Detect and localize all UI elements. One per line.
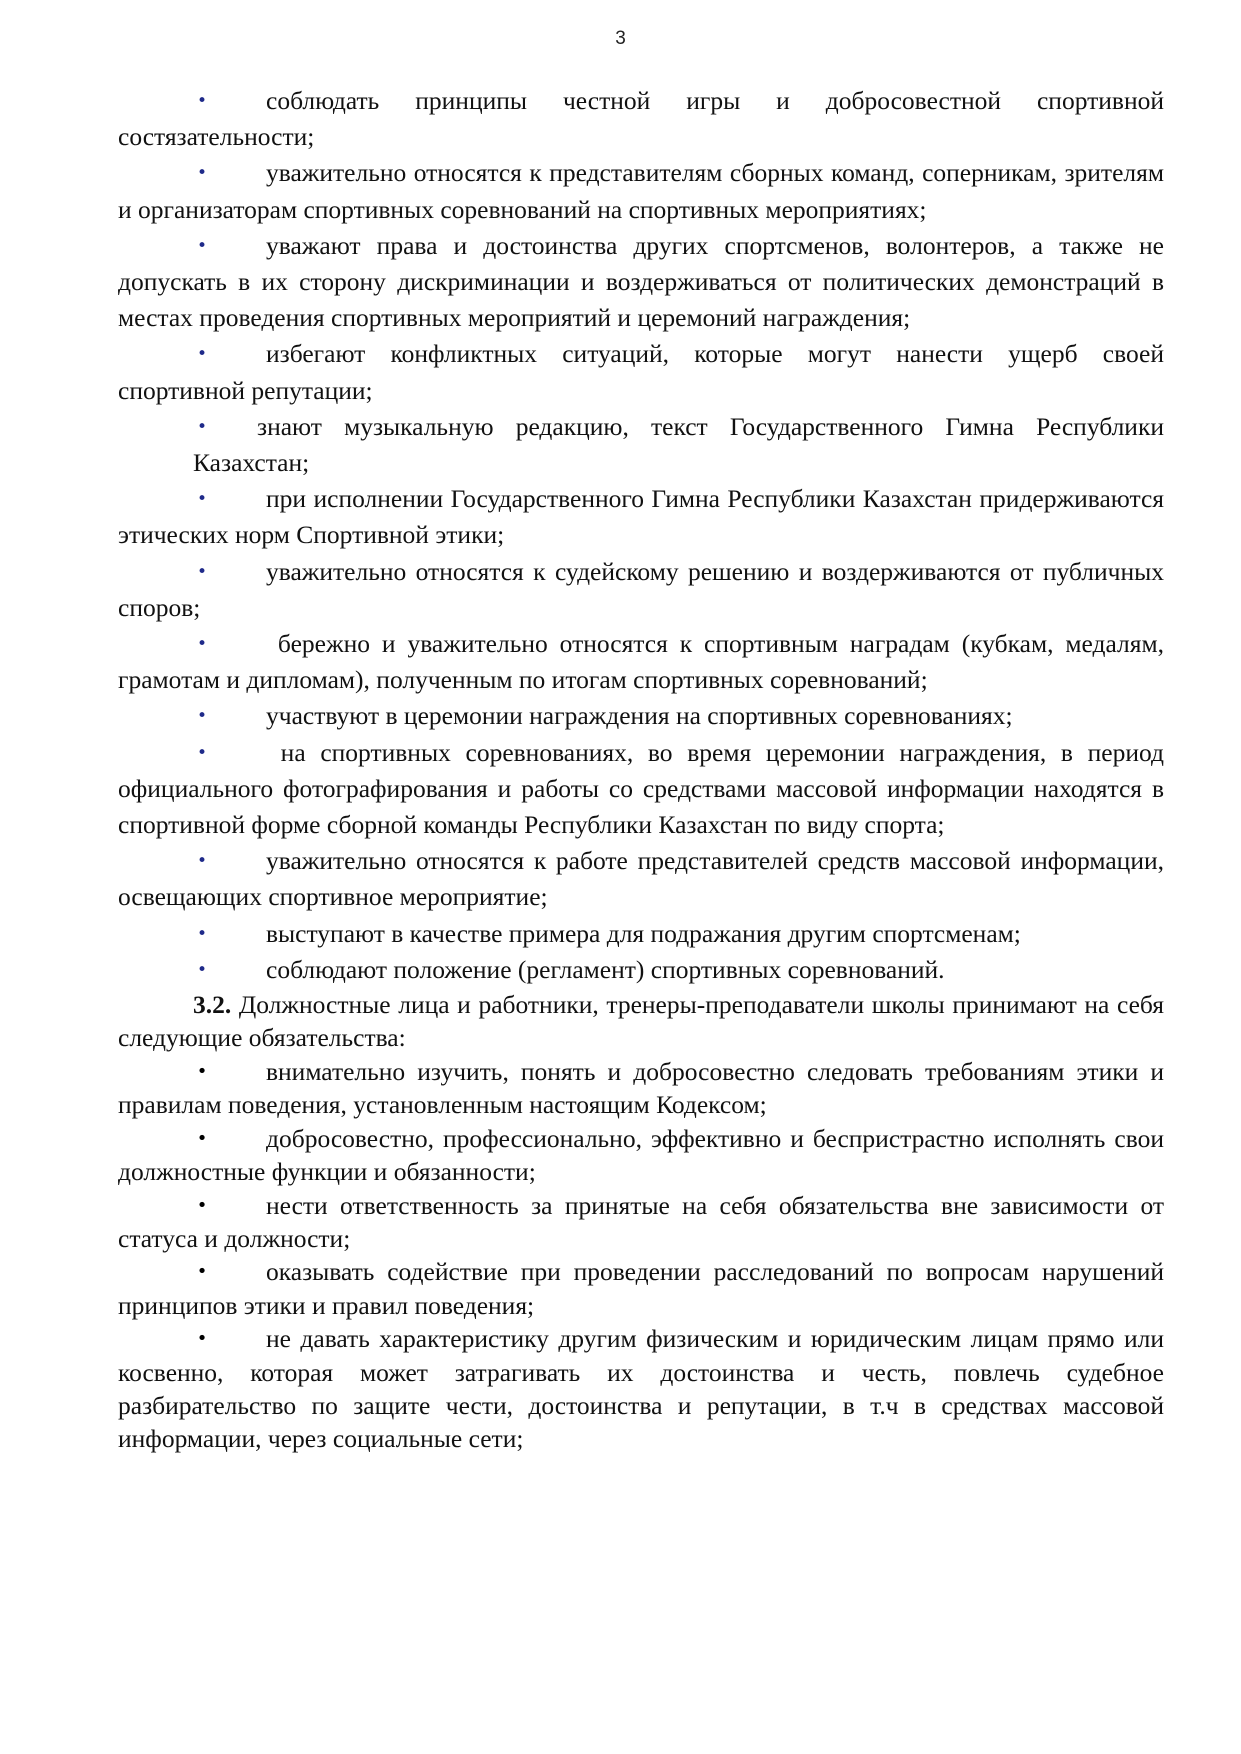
list-item-text: соблюдать принципы честной игры и добросовестной спортивной состязательности;	[118, 86, 1164, 152]
list-item-text: участвуют в церемонии награждения на спортивных соревнованиях;	[266, 701, 1013, 731]
section-text: Должностные лица и работники, тренеры-преподаватели школы принимают на себя следующие обязательства:	[118, 990, 1165, 1053]
list-item-text: выступают в качестве примера для подражания другим спортсменам;	[266, 918, 1021, 948]
bullet-icon: •	[196, 163, 208, 184]
bullet-icon: •	[196, 634, 208, 655]
list-item	[118, 1255, 1164, 1322]
bullet-icon: •	[196, 1060, 208, 1082]
section-number: 3.2.	[193, 990, 232, 1020]
list-item-text: уважают права и достоинства других спортсменов, волонтеров, а также не допускать в их сторону дискриминации и воздерживаться от политических демонстраций в местах проведения спортивных мероприятий и церемоний награждения;	[118, 230, 1164, 333]
list-item	[118, 626, 1164, 698]
bullet-icon: •	[196, 1261, 208, 1283]
bullet-icon: •	[196, 851, 208, 872]
list-item	[118, 481, 1164, 553]
list-item	[118, 83, 1164, 155]
bullet-icon: •	[196, 1194, 208, 1216]
list-item-text: не давать характеристику другим физическим и юридическим лицам прямо или косвенно, которая может затрагивать их достоинства и честь, повлечь судебное разбирательство по защите чести, достоинства и репутации, в т.ч в средствах массовой информации, через социальные сети;	[118, 1324, 1164, 1454]
bullet-icon: •	[196, 344, 208, 365]
list-item	[118, 336, 1164, 408]
list-item	[118, 155, 1164, 227]
athlete-obligations-list	[118, 83, 1164, 988]
list-item-text: соблюдают положение (регламент) спортивных соревнований.	[266, 954, 945, 984]
list-item-text: оказывать содействие при проведении расследований по вопросам нарушений принципов этики и правил поведения;	[118, 1257, 1164, 1320]
list-item-text: внимательно изучить, понять и добросовестно следовать требованиям этики и правилам поведения, установленным настоящим Кодексом;	[118, 1056, 1164, 1120]
list-item-text: избегают конфликтных ситуаций, которые могут нанести ущерб своей спортивной репутации;	[118, 339, 1164, 405]
list-item-text: нести ответственность за принятые на себя обязательства вне зависимости от статуса и должности;	[118, 1190, 1164, 1253]
list-item	[118, 698, 1164, 734]
section-paragraph	[118, 988, 1164, 1055]
bullet-icon: •	[196, 489, 208, 510]
bullet-icon: •	[196, 1328, 208, 1350]
list-item	[118, 1322, 1164, 1456]
bullet-icon: •	[196, 416, 208, 437]
list-item	[118, 1055, 1164, 1122]
list-item-text: уважительно относятся к работе представителей средств массовой информации, освещающих спортивное мероприятие;	[118, 846, 1164, 912]
list-item	[118, 409, 1164, 481]
list-item	[118, 554, 1164, 626]
staff-obligations-list	[118, 1055, 1164, 1456]
list-item	[118, 952, 1164, 988]
list-item	[118, 1122, 1164, 1189]
list-item	[118, 916, 1164, 952]
bullet-icon: •	[196, 91, 208, 111]
bullet-icon: •	[196, 742, 208, 763]
list-item	[118, 843, 1164, 915]
bullet-icon: •	[196, 923, 208, 944]
list-item-text: при исполнении Государственного Гимна Республики Казахстан придерживаются этических норм Спортивной этики;	[118, 484, 1164, 550]
page-number: 3	[615, 28, 626, 49]
list-item-text: бережно и уважительно относятся к спортивным наградам (кубкам, медалям, грамотам и дипломам), полученным по итогам спортивных соревнований;	[118, 629, 1164, 695]
list-item	[118, 735, 1164, 844]
bullet-icon: •	[196, 561, 208, 582]
list-item-text: знают музыкальную редакцию, текст Государственного Гимна Республики Казахстан;	[193, 411, 1164, 478]
list-item-text: добросовестно, профессионально, эффективно и беспристрастно исполнять свои должностные функции и обязанности;	[118, 1123, 1164, 1187]
list-item	[118, 1189, 1164, 1256]
bullet-icon: •	[196, 959, 208, 980]
bullet-icon: •	[196, 1127, 208, 1149]
list-item-text: на спортивных соревнованиях, во время церемонии награждения, в период официального фотографирования и работы со средствами массовой информации находятся в спортивной форме сборной команды Республики Казахстан по виду спорта;	[118, 737, 1164, 840]
list-item-text: уважительно относятся к представителям сборных команд, соперникам, зрителям и организаторам спортивных соревнований на спортивных мероприятиях;	[118, 158, 1164, 224]
list-item	[118, 228, 1164, 337]
bullet-icon: •	[196, 235, 208, 256]
bullet-icon: •	[196, 706, 208, 727]
list-item-text: уважительно относятся к судейскому решению и воздерживаются от публичных споров;	[118, 556, 1164, 622]
document-body	[118, 83, 1164, 1456]
